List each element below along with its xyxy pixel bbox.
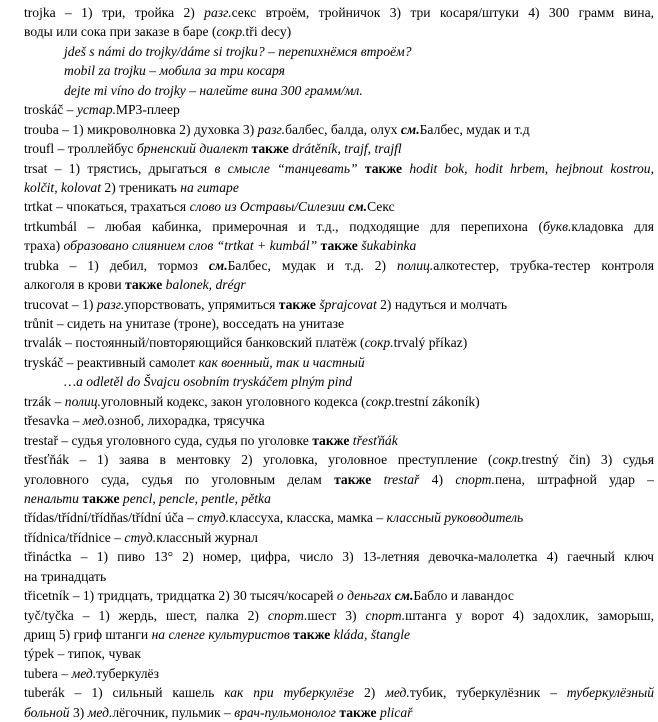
entry-line <box>24 625 654 644</box>
text-run: trestař – судья уголовного суда, судья по уголовке <box>24 432 313 448</box>
text-run: 4) <box>431 471 456 487</box>
entry-line <box>24 450 654 469</box>
text-run: třináctka – 1) пиво 13° 2) номер, цифра, число 3) 13-летняя девочка-малолетка 4) гаечный ключ <box>24 549 654 565</box>
text-run: также <box>312 432 353 448</box>
entry-line <box>24 314 654 333</box>
text-run: drátěník, trajf, trajfl <box>292 141 402 157</box>
text-run: как военный, так и частный <box>198 354 365 370</box>
text-run: больной <box>24 704 73 720</box>
text-run: kolčit, kolovat <box>24 179 105 195</box>
text-run: алкоголя в крови <box>24 277 126 293</box>
text-run: врач-пульмонолог <box>234 704 340 720</box>
text-run: trestní zákoník) <box>394 393 480 409</box>
text-run: упорствовать, упрямиться <box>124 296 279 312</box>
text-run: troufl – троллейбус <box>24 141 137 157</box>
entry-line <box>24 644 654 663</box>
entry-line <box>24 3 654 22</box>
text-run: třídas/třídní/třídňas/třídní úča – <box>24 510 198 526</box>
text-run: 2) <box>363 685 386 701</box>
text-run: шест 3) <box>307 607 366 623</box>
text-run: kláda, štangle <box>333 627 411 642</box>
text-run: Балбес, мудак и т.д. 2) <box>227 257 398 273</box>
entry-line <box>24 100 654 119</box>
text-run: мед. <box>385 685 410 701</box>
entry-line <box>24 22 654 41</box>
text-run: на гитаре <box>180 179 239 195</box>
text-run: trestař <box>383 471 432 487</box>
example-line <box>24 81 654 100</box>
text-run: разг. <box>257 121 286 137</box>
text-run: trouba – 1) микроволновка 2) духовка 3) <box>24 121 258 137</box>
text-run: trvalák – постоянный/повторяющийся банковский платёж ( <box>24 335 365 351</box>
text-run: алкотестер, трубка-тестер контроля <box>433 257 654 273</box>
text-run: в смысле “танцевать” <box>214 160 365 176</box>
text-run: jdeš s námi do trojky/dáme si trojku? – перепихнёмся втроём? <box>64 43 412 59</box>
text-run: mobil za trojku – мобила за три косаря <box>64 63 285 79</box>
text-run: уголовного суда, судья по уголовным делам <box>24 471 335 487</box>
text-run: озноб, лихорадка, трясучка <box>107 413 265 429</box>
text-run: třicetník – 1) тридцать, тридцатка 2) 30 тысяч/косарей <box>24 588 337 604</box>
text-run: на тринадцать <box>24 568 107 584</box>
text-run: кладовка для <box>571 218 654 234</box>
text-run: разг. <box>204 5 232 20</box>
text-run: 3) <box>72 704 88 720</box>
text-run: дрищ 5) гриф штанги <box>24 627 152 642</box>
dictionary-page <box>24 3 654 722</box>
entry-line <box>24 256 654 275</box>
text-run: также <box>334 471 384 487</box>
text-run: сокр. <box>365 393 395 409</box>
text-run: как при туберкулёзе <box>224 685 364 701</box>
text-run: Бабло и лавандос <box>413 588 514 604</box>
text-run: спорт. <box>455 471 495 487</box>
text-run: 2) надуться и молчать <box>380 296 508 312</box>
text-run: troskáč – <box>24 102 77 118</box>
example-line <box>24 42 654 61</box>
entry-line <box>24 295 654 314</box>
text-run: см. <box>348 199 368 215</box>
text-run: trojka – 1) три, тройка 2) <box>24 5 205 20</box>
text-run: šprajcovat <box>319 296 381 312</box>
text-run: třesťňák <box>352 432 398 448</box>
text-run: мед. <box>82 413 108 429</box>
text-run: балбес, балда, олух <box>285 121 401 137</box>
entry-line <box>24 489 654 508</box>
text-run: устар. <box>76 102 116 118</box>
text-run: trucovat – 1) <box>24 296 97 312</box>
entry-line <box>24 217 654 236</box>
text-run: полиц. <box>64 393 101 409</box>
text-run: также <box>320 238 362 254</box>
text-run: также <box>339 704 380 720</box>
text-run: tuberák – 1) сильный кашель <box>24 685 225 701</box>
entry-line <box>24 411 654 430</box>
entry-line <box>24 159 654 178</box>
text-run: классный журнал <box>156 529 258 545</box>
entry-line <box>24 120 654 139</box>
text-run: dejte mi víno do trojky – налейте вина 300 грамм/мл. <box>64 82 363 98</box>
text-run: 2) треникать <box>104 179 181 195</box>
text-run: студ. <box>197 510 230 526</box>
text-run: также <box>82 490 123 506</box>
text-run: мед. <box>87 704 113 720</box>
text-run: třídnica/třídnice – <box>24 529 125 545</box>
text-run: мед. <box>71 665 97 681</box>
text-run: MP3-плеер <box>115 102 180 118</box>
text-run: třesavka – <box>24 413 83 429</box>
text-run: уголовный кодекс, закон уголовного кодекса ( <box>100 393 366 409</box>
entry-line <box>24 703 654 722</box>
text-run: также <box>251 141 293 157</box>
text-run: balonek, drégr <box>165 277 246 293</box>
text-run: образовано слиянием слов “trtkat + kumbál” <box>63 238 321 254</box>
entry-line <box>24 683 654 702</box>
text-run: спорт. <box>365 607 406 623</box>
text-run: траха) <box>24 238 64 254</box>
entry-line <box>24 547 654 566</box>
entry-line <box>24 178 654 197</box>
entry-line <box>24 606 654 625</box>
text-run: разг. <box>96 296 125 312</box>
text-run: plicař <box>379 704 413 720</box>
text-run: сокр. <box>364 335 394 351</box>
entry-line <box>24 431 654 450</box>
text-run: штанга у ворот 4) задохлик, заморыш, <box>405 607 654 623</box>
text-run: trvalý příkaz) <box>393 335 468 351</box>
text-run: спорт. <box>267 607 308 623</box>
text-run: třesťňák – 1) заява в ментовку 2) уголовка, уголовное преступление ( <box>24 452 493 468</box>
text-run: trestný čin) 3) судья <box>521 452 654 468</box>
text-run: trzák – <box>24 393 65 409</box>
text-run: tři decy) <box>245 24 292 40</box>
text-run: букв. <box>543 218 572 234</box>
entry-line <box>24 470 654 489</box>
text-run: студ. <box>124 529 157 545</box>
text-run: воды или сока при заказе в баре ( <box>24 24 217 40</box>
text-run: tryskáč – реактивный самолет <box>24 354 199 370</box>
text-run: тубик, туберкулёзник – <box>409 685 567 701</box>
entry-line <box>24 586 654 605</box>
text-run: сокр. <box>216 24 246 40</box>
text-run: классный руководитель <box>386 510 524 526</box>
text-run: на сленге культуристов <box>151 627 294 642</box>
text-run: Балбес, мудак и т.д <box>419 121 530 137</box>
text-run: см. <box>400 121 420 137</box>
text-run: туберкулёзный <box>566 685 654 701</box>
text-run: слово из Остравы/Силезии <box>189 199 349 215</box>
text-run: Секс <box>367 199 395 215</box>
text-run: брненский диалект <box>136 141 252 157</box>
example-line <box>24 372 654 391</box>
text-run: týpek – типок, чувак <box>24 646 141 662</box>
entry-line <box>24 333 654 352</box>
entry-line <box>24 275 654 294</box>
example-line <box>24 61 654 80</box>
entry-line <box>24 236 654 255</box>
text-run: лёгочник, пульмик – <box>112 704 235 720</box>
text-run: также <box>364 160 410 176</box>
text-run: также <box>293 627 334 642</box>
entry-line <box>24 139 654 158</box>
entry-line <box>24 353 654 372</box>
entry-line <box>24 664 654 683</box>
text-run: trtkat – чпокаться, трахаться <box>24 199 190 215</box>
text-run: о деньгах <box>336 588 395 604</box>
text-run: см. <box>394 588 414 604</box>
text-run: trůnit – сидеть на унитазе (троне), восседать на унитазе <box>24 316 344 331</box>
text-run: tyč/tyčka – 1) жердь, шест, палка 2) <box>24 607 268 623</box>
text-run: pencl, pencle, pentle, pětka <box>122 490 271 506</box>
text-run: секс втроём, тройничок 3) три косаря/штуки 4) 300 грамм вина, <box>231 5 654 20</box>
text-run: классуха, класска, мамка – <box>229 510 387 526</box>
text-run: пена, штрафной удар – <box>494 471 654 487</box>
text-run: hodit bok, hodit hrbem, hejbnout kostrou, <box>409 160 654 176</box>
entry-line <box>24 528 654 547</box>
text-run: …a odletěl do Švajcu osobním tryskáčem plným pind <box>64 374 353 390</box>
text-run: см. <box>208 257 228 273</box>
text-run: trsat – 1) трястись, дрыгаться <box>24 160 215 176</box>
text-run: tubera – <box>24 665 72 681</box>
text-run: также <box>278 296 320 312</box>
entry-line <box>24 567 654 586</box>
text-run: сокр. <box>492 452 522 468</box>
text-run: туберкулёз <box>96 665 159 681</box>
text-run: полиц. <box>397 257 434 273</box>
text-run: trtkumbál – любая кабинка, примерочная и т.д., подходящие для перепихона ( <box>24 218 544 234</box>
text-run: trubka – 1) дебил, тормоз <box>24 257 209 273</box>
entry-line <box>24 508 654 527</box>
entry-line <box>24 392 654 411</box>
text-run: также <box>125 277 166 293</box>
entry-line <box>24 197 654 216</box>
text-run: šukabinka <box>361 238 417 254</box>
text-run: пенальти <box>24 490 83 506</box>
